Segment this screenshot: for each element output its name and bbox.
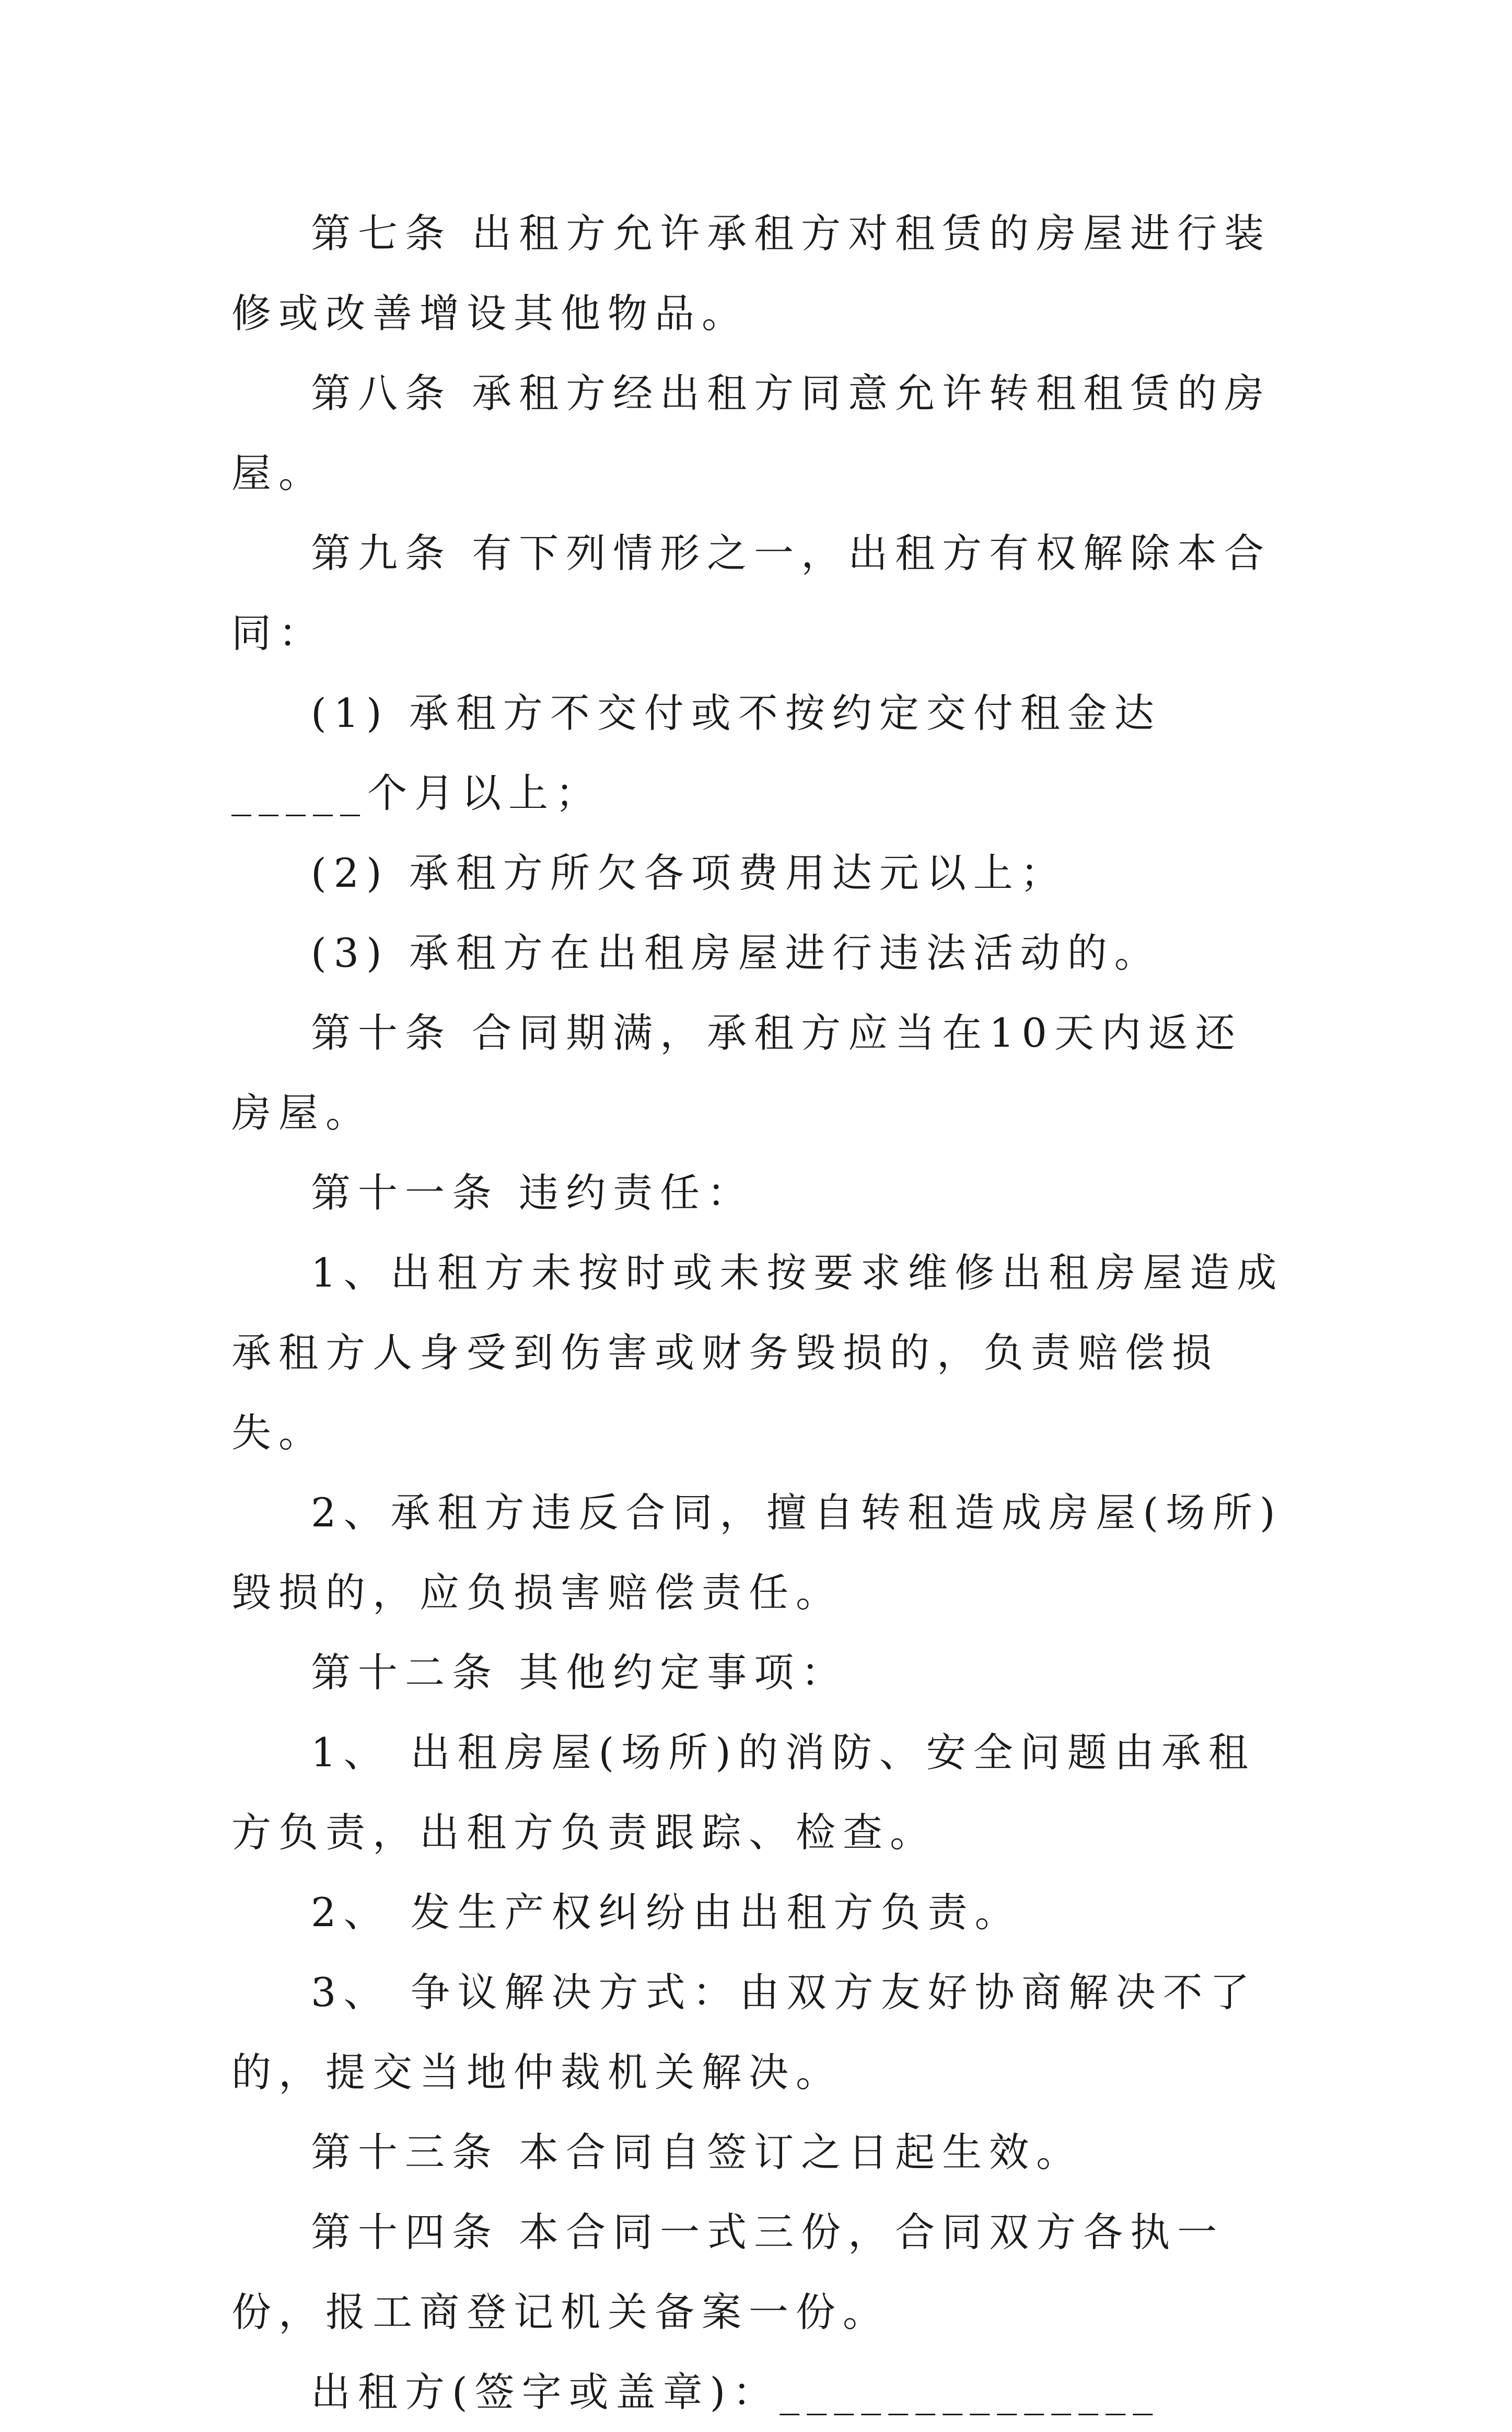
article-12-item-2: 2、 发生产权纠纷由出租方负责。 bbox=[311, 1889, 1022, 1936]
article-10: 第十条 合同期满，承租方应当在10天内返还房屋。 bbox=[231, 1010, 1242, 1136]
document-page bbox=[231, 193, 1287, 2432]
article-11: 第十一条 违约责任： bbox=[311, 1169, 754, 1216]
article-12-item-1: 1、 出租房屋(场所)的消防、安全问题由承租方负责，出租方负责跟踪、检查。 bbox=[231, 1729, 1255, 1856]
article-9: 第九条 有下列情形之一，出租方有权解除本合同： bbox=[231, 530, 1272, 656]
article-13: 第十三条 本合同自签订之日起生效。 bbox=[311, 2129, 1084, 2175]
article-9-item-1: (1) 承租方不交付或不按约定交付租金达_____个月以上； bbox=[231, 690, 1161, 816]
article-11-item-2: 2、承租方违反合同，擅自转租造成房屋(场所)毁损的，应负损害赔偿责任。 bbox=[231, 1489, 1283, 1616]
article-9-item-2: (2) 承租方所欠各项费用达元以上； bbox=[311, 850, 1067, 896]
article-12: 第十二条 其他约定事项： bbox=[311, 1649, 848, 1696]
article-8: 第八条 承租方经出租方同意允许转租租赁的房屋。 bbox=[231, 370, 1272, 496]
article-14: 第十四条 本合同一式三份，合同双方各执一份，报工商登记机关备案一份。 bbox=[231, 2209, 1225, 2335]
article-12-item-3: 3、 争议解决方式：由双方友好协商解决不了的，提交当地仲裁机关解决。 bbox=[231, 1969, 1257, 2095]
article-7: 第七条 出租方允许承租方对租赁的房屋进行装修或改善增设其他物品。 bbox=[231, 210, 1272, 337]
article-11-item-1: 1、出租方未按时或未按要求维修出租房屋造成承租方人身受到伤害或财务毁损的，负责赔偿损失。 bbox=[231, 1249, 1284, 1456]
article-9-item-3: (3) 承租方在出租房屋进行违法活动的。 bbox=[311, 930, 1161, 976]
lessor-signature-line: 出租方(签字或盖章)：______________ bbox=[311, 2369, 1160, 2415]
